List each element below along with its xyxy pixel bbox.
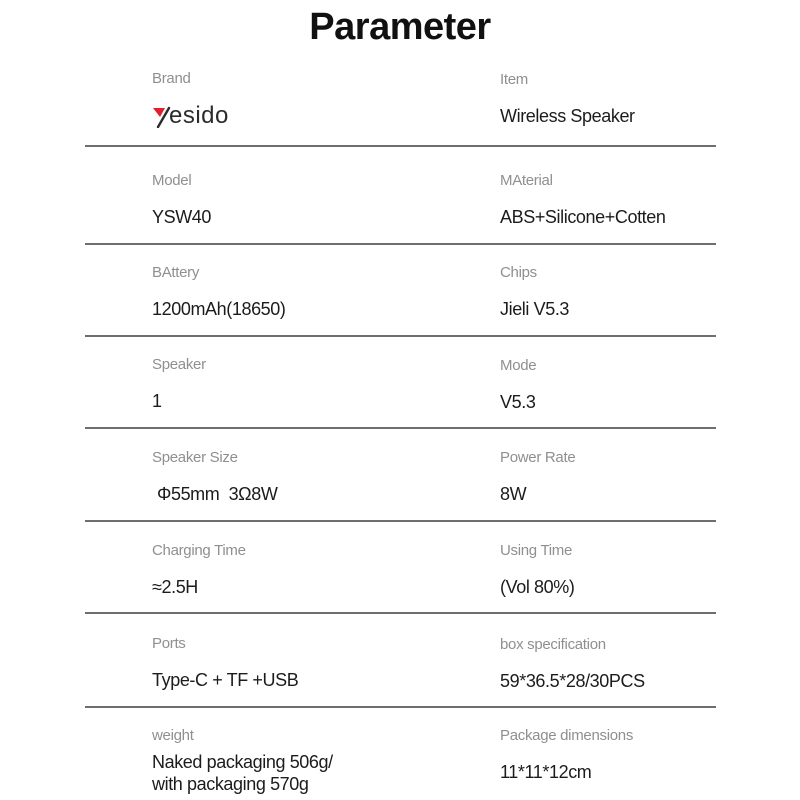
spec-label: weight — [152, 727, 194, 744]
spec-label: Package dimensions — [500, 727, 634, 744]
spec-value: Type-C + TF +USB — [152, 670, 299, 690]
row-divider — [85, 612, 716, 614]
spec-value-line-1: Naked packaging 506g/ — [152, 752, 333, 772]
spec-value: Wireless Speaker — [500, 106, 635, 126]
spec-cell-using-time — [500, 542, 800, 598]
spec-label: Ports — [152, 635, 186, 652]
spec-label: Speaker Size — [152, 449, 238, 466]
spec-value: 11*11*12cm — [500, 762, 592, 782]
spec-label: Speaker — [152, 356, 206, 373]
row-divider — [85, 335, 716, 337]
spec-value: 1200mAh(18650) — [152, 299, 286, 319]
spec-value: YSW40 — [152, 207, 212, 227]
page-title: Parameter — [309, 6, 491, 48]
spec-cell-chips — [500, 264, 800, 320]
spec-cell-model — [152, 172, 452, 228]
spec-cell-mode — [500, 357, 800, 413]
brand-logo — [152, 100, 452, 128]
spec-value: ≈2.5H — [152, 577, 198, 597]
spec-label: Using Time — [500, 542, 573, 559]
spec-label: Item — [500, 71, 528, 88]
spec-label: Mode — [500, 357, 537, 374]
spec-value: (Vol 80%) — [500, 577, 575, 597]
spec-cell-power-rate — [500, 449, 800, 505]
spec-value: ABS+Silicone+Cotten — [500, 207, 666, 227]
spec-value: 1 — [152, 391, 162, 411]
spec-cell-brand — [152, 70, 452, 128]
row-divider — [85, 145, 716, 147]
spec-cell-package-dimensions — [500, 727, 800, 783]
spec-label: MAterial — [500, 172, 553, 189]
spec-label: Model — [152, 172, 192, 189]
spec-label: Brand — [152, 70, 191, 87]
spec-value: Jieli V5.3 — [500, 299, 570, 319]
yesido-logo-icon — [152, 100, 244, 128]
spec-label: Power Rate — [500, 449, 576, 466]
spec-cell-box-specification — [500, 636, 800, 692]
spec-label: Charging Time — [152, 542, 246, 559]
spec-label: BAttery — [152, 264, 200, 281]
spec-cell-material — [500, 172, 800, 228]
spec-label: box specification — [500, 636, 606, 653]
spec-cell-battery — [152, 264, 452, 320]
spec-label: Chips — [500, 264, 537, 281]
spec-value: 8W — [500, 484, 527, 504]
row-divider — [85, 520, 716, 522]
spec-value: Φ55mm 3Ω8W — [157, 484, 278, 504]
row-divider — [85, 243, 716, 245]
spec-cell-ports — [152, 635, 452, 691]
spec-value: 59*36.5*28/30PCS — [500, 671, 645, 691]
spec-value-line-2: with packaging 570g — [152, 774, 309, 794]
spec-cell-charging-time — [152, 542, 452, 598]
spec-value: V5.3 — [500, 392, 536, 412]
spec-cell-weight — [152, 727, 452, 795]
spec-cell-speaker — [152, 356, 452, 412]
spec-cell-speaker-size — [152, 449, 452, 505]
row-divider — [85, 427, 716, 429]
spec-cell-item — [500, 71, 800, 127]
svg-text:esido: esido — [169, 102, 229, 128]
row-divider — [85, 706, 716, 708]
